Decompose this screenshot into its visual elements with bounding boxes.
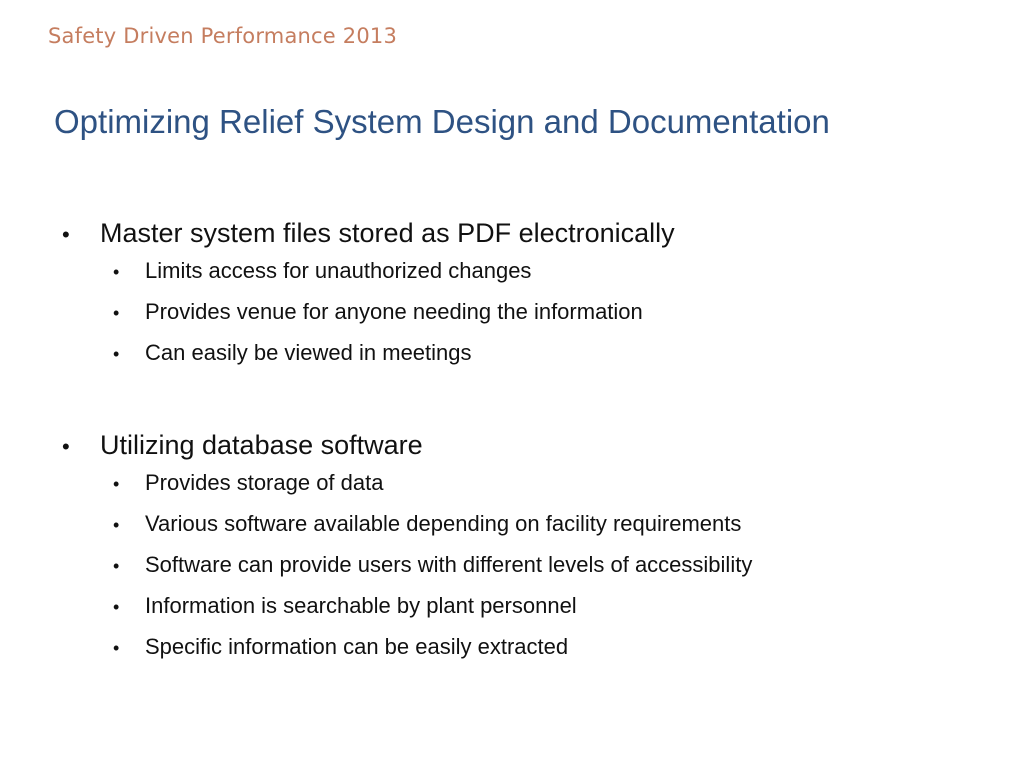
bullet-icon: • (113, 262, 120, 282)
bullet-icon: • (113, 556, 120, 576)
sub-bullet (62, 258, 982, 299)
sub-bullet-text: Can easily be viewed in meetings (145, 340, 472, 365)
bullet-heading (62, 430, 982, 470)
bullet-list (62, 218, 982, 705)
bullet-icon: • (113, 597, 120, 617)
bullet-section-pdf (62, 218, 982, 381)
bullet-icon: • (113, 303, 120, 323)
sub-bullet (62, 299, 982, 340)
sub-bullet (62, 552, 982, 593)
bullet-section-database (62, 430, 982, 675)
bullet-icon: • (113, 515, 120, 535)
sub-bullet-text: Limits access for unauthorized changes (145, 258, 532, 283)
bullet-icon: • (62, 434, 70, 459)
bullet-heading (62, 218, 982, 258)
sub-bullet (62, 340, 982, 381)
bullet-icon: • (113, 638, 120, 658)
bullet-icon: • (113, 344, 120, 364)
sub-bullet-text: Software can provide users with different levels of accessibility (145, 552, 753, 577)
sub-bullet-text: Information is searchable by plant personnel (145, 593, 577, 618)
sub-bullet-text: Provides storage of data (145, 470, 384, 495)
sub-bullet-text: Specific information can be easily extracted (145, 634, 569, 659)
sub-bullet (62, 511, 982, 552)
sub-bullet (62, 593, 982, 634)
sub-bullet-text: Provides venue for anyone needing the information (145, 299, 643, 324)
sub-bullet (62, 470, 982, 511)
sub-bullet (62, 634, 982, 675)
bullet-heading-text: Utilizing database software (100, 430, 423, 460)
bullet-icon: • (62, 222, 70, 247)
slide-title: Optimizing Relief System Design and Documentation (54, 103, 830, 140)
bullet-icon: • (113, 474, 120, 494)
sub-bullet-text: Various software available depending on facility requirements (145, 511, 742, 536)
bullet-heading-text: Master system files stored as PDF electronically (100, 218, 675, 248)
event-header: Safety Driven Performance 2013 (48, 24, 398, 48)
